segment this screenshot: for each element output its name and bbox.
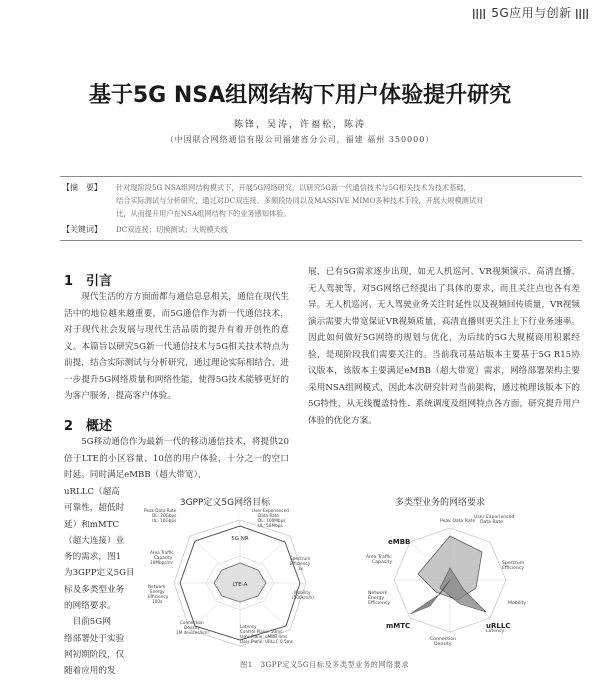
service-label-urllc: uRLLC — [486, 622, 511, 630]
section-2-side-column — [64, 484, 138, 680]
radar-label-user-rate: User Experienced Data Rate DL: 100Mbps UL: 50Mbps — [252, 508, 289, 528]
section-tag-label: 5G应用与创新 — [491, 6, 572, 20]
figure-left-title: 3GPP定义5G网络目标 — [179, 498, 271, 508]
radar-label-area-traffic: Area Traffic Capacity 10Mbps/m² — [150, 550, 174, 565]
radar-label-peak: Peak Data Rate DL: 20Gbps UL: 10Gbps — [144, 508, 177, 523]
section-1-heading: 1 引言 — [64, 274, 113, 289]
side-line: 目前5G网 — [64, 617, 111, 628]
hatch-ornament-left-icon — [473, 9, 487, 19]
radar-label-mobility: Mobility — [508, 601, 527, 606]
section-tag — [473, 4, 590, 21]
abstract-label: 【摘 要】 — [62, 183, 102, 192]
figure-1-diagrams — [140, 508, 580, 658]
abstract-bottom-rule — [60, 240, 582, 241]
side-line: 标及多类型业务 — [64, 584, 125, 595]
radar-label-spectrum: Spectrum Efficiency 3x — [290, 556, 311, 571]
side-line: 务的需求，图1 — [64, 552, 122, 563]
figure-caption: 图1 3GPP定义5G目标及多类型业务的网络要求 — [240, 660, 410, 669]
abstract-line: 比，从而提升用户在NSA组网结构下的业务感知体验。 — [116, 209, 291, 218]
radar-label-user-rate: User Experienced Data Rate — [474, 515, 515, 525]
abstract-line: 结合实际测试与分析研究，通过对DC双连接、多频段协同以及MASSIVE MIMO多种技术手段，开展大规模测试对 — [116, 196, 484, 205]
section-1-paragraph: 现代生活的方方面面都与通信息息相关，通信在现代生活中的地位越来越重要，而5G通信作为新一代通信技术，对于现代社会发展与现代生活品质的提升有着开创性的意义。本篇旨以研究5G新一代通信技术与5G相关技术特点为前提，结合实际测试与分析研究，通过理论实际相结合，进一步提升5G网络质量和网络性能，使得5G技术能够更好的为客户服务，提高客户体验。 — [64, 292, 289, 401]
side-line: 为3GPP定义5G目 — [64, 568, 135, 579]
side-line: uRLLC（超高 — [64, 487, 120, 497]
service-label-embb: eMBB — [388, 538, 411, 546]
side-line: 网初期阶段，仅 — [64, 649, 125, 660]
abstract-line: 针对现阶段5G NSA组网结构模式下，开展5G网络研究，以研究5G新一代通信技术与5G相关技术为技术基础， — [116, 183, 471, 192]
right-radar — [366, 514, 526, 647]
section-2-paragraph: 5G移动通信作为最新一代的移动通信技术，将提供20倍于LTE的小区容量、10倍的用户体验，十分之一的空口时延。同时满足eMBB（超大带宽）， — [64, 437, 289, 480]
radar-label-network-energy: Network Energy Efficiency — [368, 591, 391, 606]
radar-label-latency: Latency Control Plane: 10ms User Plane: eMBB 4ms User Plane: URLLC 0.5ms — [240, 624, 293, 644]
figure-right-title: 多类型业务的网络要求 — [394, 498, 485, 508]
section-2-heading: 2 概述 — [64, 419, 113, 434]
side-line: （超大连接）业 — [64, 535, 125, 546]
side-line: 的网络要求。 — [64, 601, 116, 612]
right-column-body — [308, 264, 580, 429]
side-line: 随着应用的发 — [64, 666, 116, 677]
radar-label-network-energy: Network Energy Efficiency 100x — [148, 584, 169, 604]
hatch-ornament-right-icon — [576, 9, 590, 19]
radar-center-label: LTE-A — [232, 582, 248, 588]
abstract-text — [116, 181, 586, 220]
radar-label-area-traffic: Area Traffic Capacity — [366, 555, 393, 565]
side-line: 络部署处于实验 — [64, 633, 125, 644]
radar-label-connection: Connection Density 1M devices/km² — [176, 620, 210, 635]
side-line: 延）和mMTC — [64, 519, 120, 530]
abstract-top-rule — [60, 176, 582, 177]
left-radar — [144, 508, 314, 646]
radar-center-label: 5G NR — [231, 536, 249, 542]
radar-label-peak: Peak Data Rate — [440, 519, 476, 524]
radar-label-spectrum: Spectrum Efficiency — [502, 561, 525, 571]
section-1-body — [64, 289, 289, 405]
radar-label-latency: Latency — [486, 629, 505, 634]
keywords-label: 【关键词】 — [62, 225, 102, 234]
paper-authors: 陈锋，吴涛，许福松，陈涛 — [233, 120, 366, 130]
radar-label-mobility: Mobility (500km/h) — [292, 590, 314, 600]
radar-label-connection: Connection Density — [430, 637, 456, 647]
paper-affiliation: （中国联合网络通信有限公司福建省分公司，福建 福州 350000） — [165, 135, 435, 144]
service-label-mmtc: mMTC — [386, 622, 411, 630]
right-column-paragraph: 展，已有5G需求逐步出现，如无人机巡河、VR视频演示、高清直播、无人驾驶等，对5G网络已经提出了具体的要求，而且关注点也各有差异。无人机巡河、无人驾驶业务关注时延性以及视频回传质量，VR视频演示需要大带宽保证VR视频质量，高清直播则更关注上下行业务速率。因此如何做好5G网络的规划与优化，为后续的5G大规模商用积累经验，是现阶段我们需要关注的。当前我司基站版本主要基于5G R15协议版本，该版本主要满足eMBB（超大带宽）需求，网络部署架构主要采用NSA组网模式，因此本次研究针对当前架构，通过梳理该版本下的5G特性，从无线覆盖特性、系统调度及组网特点各方面，研究提升用户体验的优化方案。 — [308, 267, 580, 426]
keywords-text: DC双连接；切换测试；大规模天线 — [116, 225, 228, 234]
section-2-intro — [64, 434, 289, 484]
side-line: 可靠性，超低时 — [64, 503, 125, 514]
paper-title: 基于5G NSA组网结构下用户体验提升研究 — [88, 83, 512, 108]
